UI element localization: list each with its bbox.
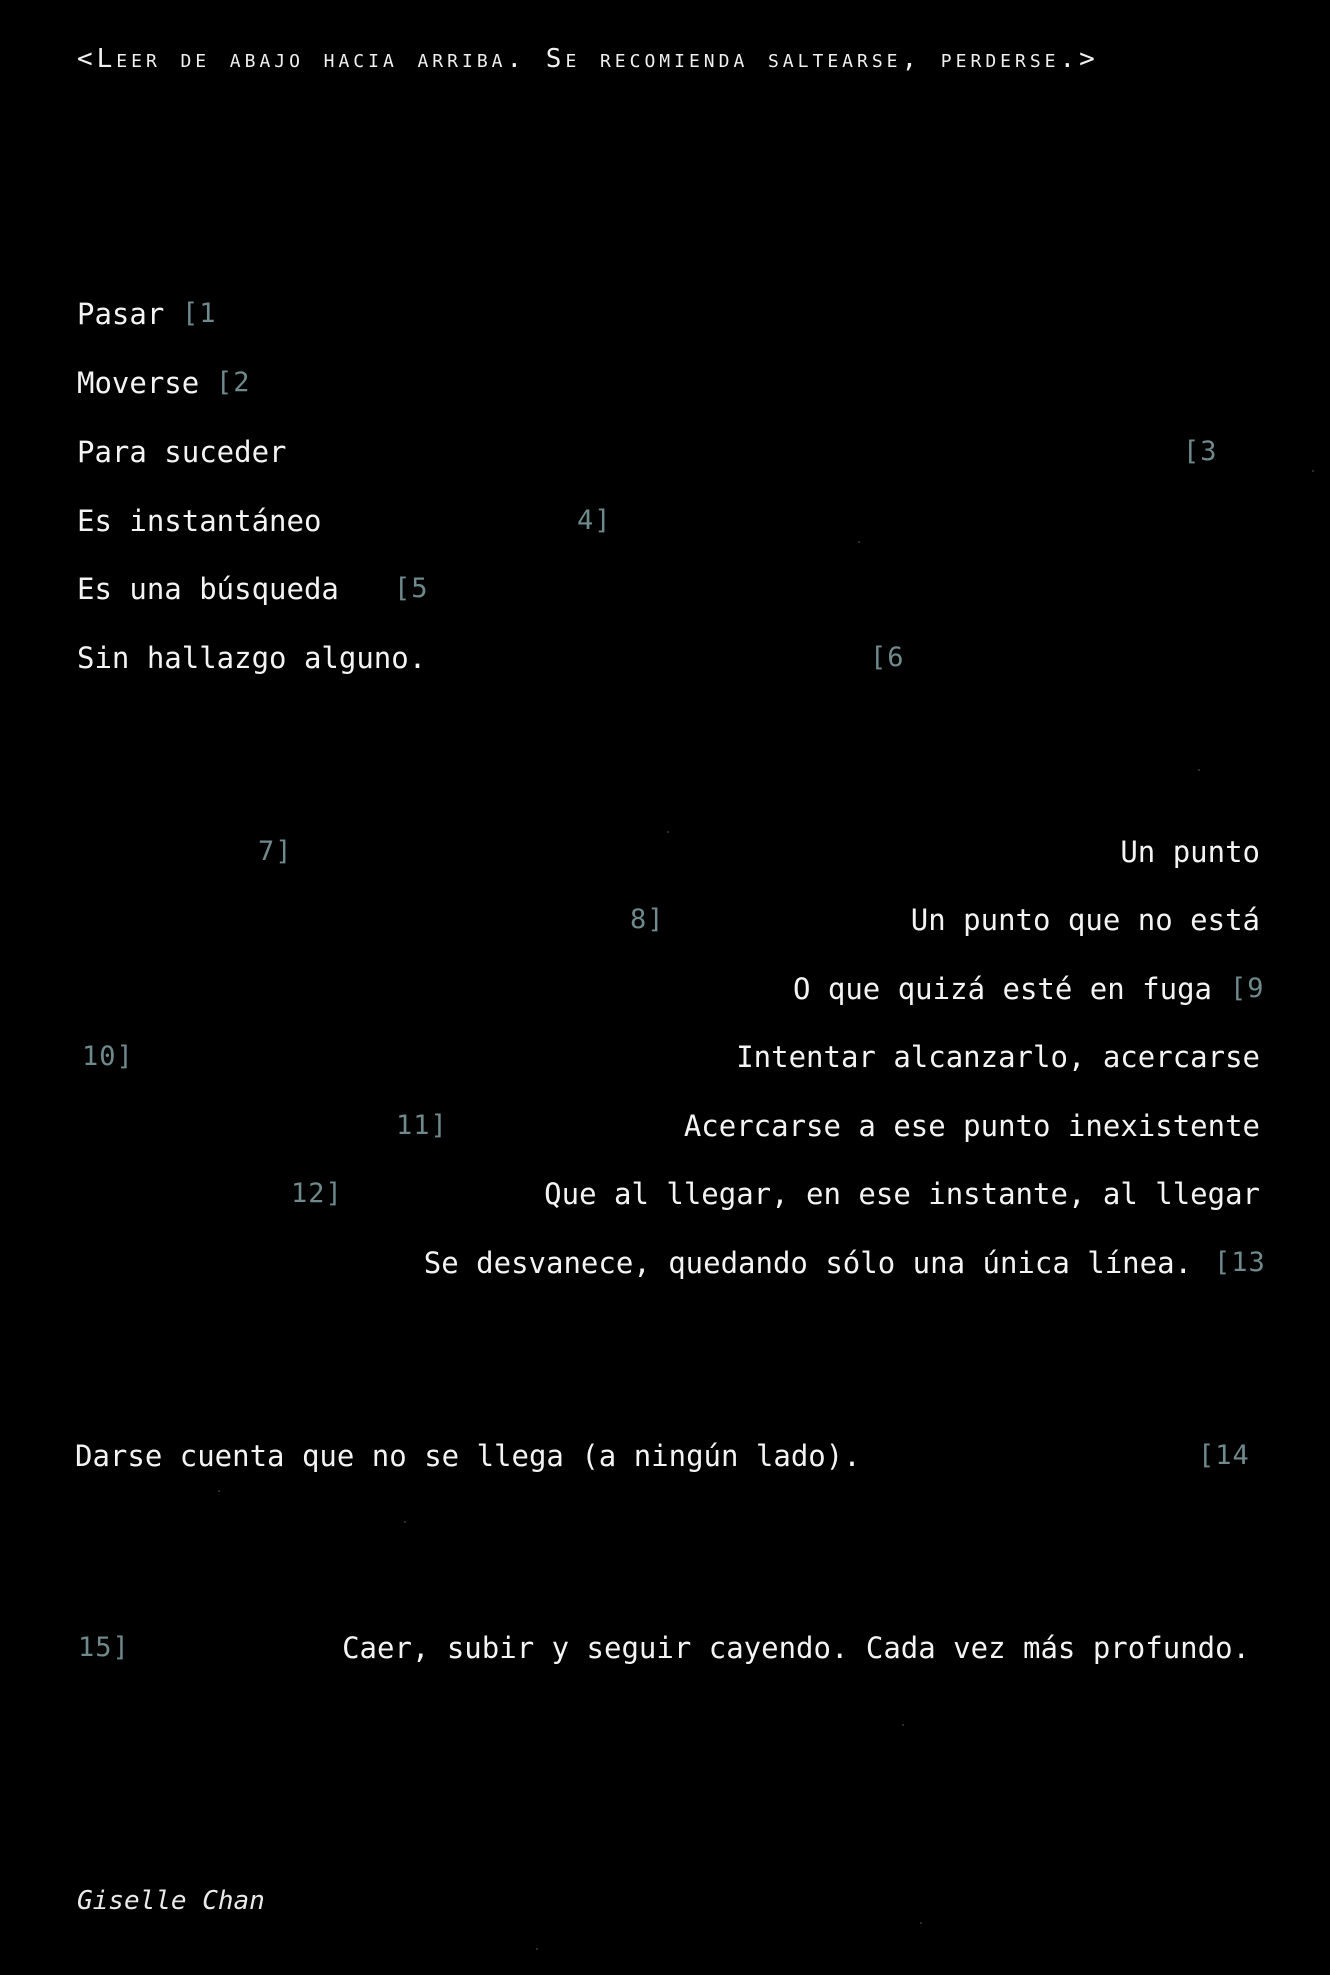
stanza-3-note-14: [14 bbox=[1198, 1440, 1250, 1471]
noise-speck bbox=[1198, 769, 1200, 771]
noise-speck bbox=[902, 1724, 904, 1726]
stanza-1-line-2: Moverse bbox=[77, 366, 200, 400]
stanza-2-line-3: O que quizá esté en fuga bbox=[792, 972, 1212, 1006]
stanza-2-note-7: 7] bbox=[258, 836, 293, 867]
stanza-2-line-6: Que al llegar, en ese instante, al llegar bbox=[544, 1177, 1260, 1211]
stanza-2-line-4: Intentar alcanzarlo, acercarse bbox=[736, 1040, 1260, 1074]
noise-speck bbox=[920, 1922, 922, 1924]
stanza-1-line-3: Para suceder bbox=[77, 435, 287, 469]
noise-speck bbox=[858, 541, 860, 543]
author-signature: Giselle Chan bbox=[77, 1886, 265, 1916]
stanza-1-line-6: Sin hallazgo alguno. bbox=[77, 641, 427, 675]
stanza-4-note-15: 15] bbox=[78, 1632, 130, 1663]
stanza-2-line-1: Un punto bbox=[1120, 835, 1260, 869]
stanza-1-note-2: [2 bbox=[216, 367, 251, 398]
stanza-1-line-5: Es una búsqueda bbox=[77, 572, 339, 606]
stanza-2-note-12: 12] bbox=[291, 1178, 343, 1209]
noise-speck bbox=[1312, 470, 1314, 472]
stanza-3-line: Darse cuenta que no se llega (a ningún lado). bbox=[75, 1439, 861, 1473]
reading-instruction: <Leer de abajo hacia arriba. Se recomienda saltearse, perderse.> bbox=[77, 44, 1099, 74]
stanza-1-note-1: [1 bbox=[182, 298, 217, 329]
stanza-2-note-8: 8] bbox=[630, 904, 665, 935]
stanza-1-line-1: Pasar bbox=[77, 297, 165, 331]
stanza-2-note-11: 11] bbox=[396, 1110, 448, 1141]
stanza-2-line-5: Acercarse a ese punto inexistente bbox=[683, 1109, 1260, 1143]
stanza-1-note-3: [3 bbox=[1183, 436, 1218, 467]
stanza-4-line: Caer, subir y seguir cayendo. Cada vez más profundo. bbox=[342, 1631, 1250, 1665]
noise-speck bbox=[536, 1948, 538, 1950]
stanza-1-note-6: [6 bbox=[870, 642, 905, 673]
stanza-2-note-13: [13 bbox=[1214, 1247, 1266, 1278]
noise-speck bbox=[218, 1490, 220, 1492]
stanza-2-note-10: 10] bbox=[82, 1041, 134, 1072]
stanza-2-note-9: [9 bbox=[1230, 973, 1265, 1004]
stanza-2-line-7: Se desvanece, quedando sólo una única línea. bbox=[423, 1246, 1192, 1280]
noise-speck bbox=[404, 1521, 406, 1523]
stanza-2-line-2: Un punto que no está bbox=[910, 903, 1260, 937]
stanza-1-note-5: [5 bbox=[394, 573, 429, 604]
stanza-1-note-4: 4] bbox=[577, 505, 612, 536]
stanza-1-line-4: Es instantáneo bbox=[77, 504, 322, 538]
noise-speck bbox=[667, 831, 669, 833]
